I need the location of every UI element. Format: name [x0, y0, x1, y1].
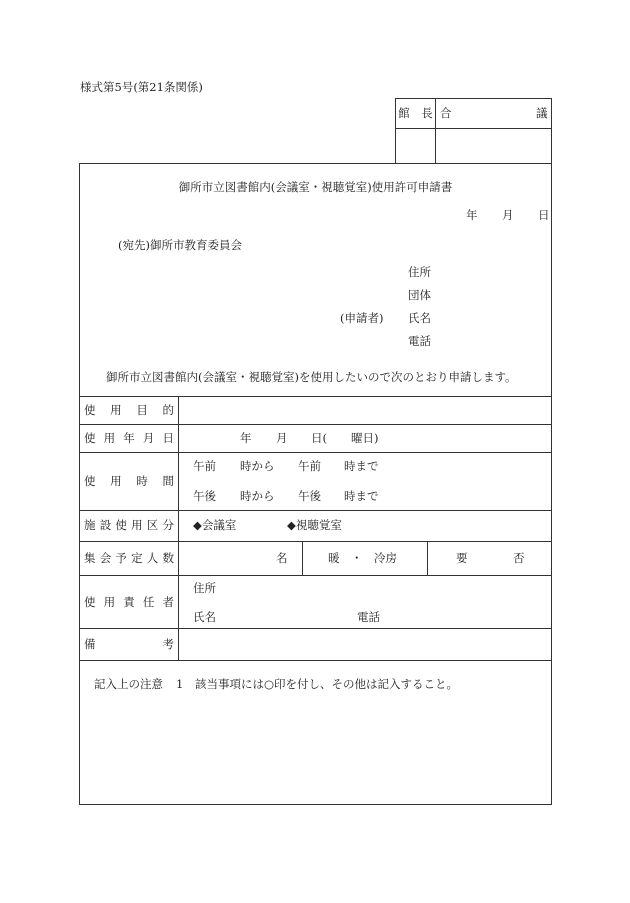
date-label-char: 使 [84, 431, 96, 445]
date-day: 日 [538, 208, 550, 222]
responsible-phone: 電話 [357, 610, 380, 624]
use-day: 日( [311, 431, 327, 445]
responsible-label-char: 者 [162, 595, 174, 609]
facility-label-char: 使 [115, 518, 127, 532]
responsible-address: 住所 [193, 581, 216, 595]
date-label-char: 用 [103, 431, 116, 445]
remarks-label [84, 637, 174, 651]
facility-label [84, 518, 174, 532]
attendance-label-char: 人 [146, 551, 159, 565]
responsible-label-char: 任 [142, 595, 155, 609]
attendance-label-char: 予 [115, 551, 127, 565]
hvac-label: 暖 ・ 冷房 [328, 551, 397, 565]
am-start: 午前 [193, 459, 216, 473]
applicant-address: 住所 [408, 265, 431, 279]
responsible-label-char: 責 [123, 595, 135, 609]
responsible-name: 氏名 [193, 610, 216, 624]
remarks-label-char: 考 [162, 637, 174, 651]
time-label-char: 時 [136, 474, 148, 488]
note-text: 該当事項には○印を付し、その他は記入すること。 [195, 677, 459, 691]
responsible-label-char: 用 [103, 595, 116, 609]
attendance-label [84, 551, 174, 565]
request-sentence: 御所市立図書館内(会議室・視聴覚室)を使用したいので次のとおり申請します。 [106, 370, 517, 384]
pm-start: 午後 [193, 489, 216, 503]
facility-label-char: 施 [84, 518, 96, 532]
am-end: 午前 [298, 459, 321, 473]
facility-label-char: 分 [162, 518, 174, 532]
time-label [84, 474, 174, 488]
responsible-label [84, 595, 174, 609]
time-label-char: 使 [84, 474, 96, 488]
remarks-label-char: 備 [84, 637, 96, 651]
attendance-label-char: 会 [99, 551, 112, 565]
am-from: 時から [240, 459, 275, 473]
notes-heading: 記入上の注意 [94, 677, 163, 691]
note-number: 1 [176, 677, 184, 691]
purpose-label-char: 用 [110, 403, 122, 417]
applicant-phone: 電話 [408, 334, 431, 348]
purpose-label [84, 403, 174, 417]
time-label-char: 用 [110, 474, 122, 488]
hvac-not-need: 否 [513, 551, 525, 565]
facility-label-char: 設 [99, 518, 112, 532]
responsible-label-char: 使 [84, 595, 96, 609]
facility-option-av-room: ◆視聴覚室 [287, 518, 342, 532]
date-year: 年 [466, 208, 478, 222]
addressee: (宛先)御所市教育委員会 [118, 238, 242, 252]
date-label-char: 月 [142, 431, 155, 445]
facility-label-char: 区 [146, 518, 159, 532]
form-title: 御所市立図書館内(会議室・視聴覚室)使用許可申請書 [178, 180, 453, 194]
applicant-group: 団体 [408, 288, 431, 302]
form-number: 様式第5号(第21条関係) [80, 80, 203, 94]
use-month: 月 [276, 431, 288, 445]
date-label [84, 431, 174, 445]
date-label-char: 年 [123, 431, 135, 445]
facility-label-char: 用 [131, 518, 143, 532]
attendance-unit: 名 [276, 551, 288, 565]
head-label: 館 長 [398, 106, 433, 120]
purpose-label-char: 的 [162, 403, 174, 417]
applicant-name: 氏名 [408, 311, 431, 325]
time-label-char: 間 [162, 474, 174, 488]
attendance-label-char: 集 [84, 551, 96, 565]
use-weekday: 曜日) [351, 431, 379, 445]
am-until: 時まで [344, 459, 379, 473]
pm-until: 時まで [344, 489, 379, 503]
date-month: 月 [502, 208, 514, 222]
applicant-label: (申請者) [340, 311, 384, 325]
hvac-need: 要 [456, 551, 468, 565]
purpose-label-char: 目 [136, 403, 148, 417]
attendance-label-char: 数 [162, 551, 174, 565]
purpose-label-char: 使 [84, 403, 96, 417]
agree-label-right: 議 [536, 106, 548, 120]
facility-option-meeting-room: ◆会議室 [193, 518, 237, 532]
attendance-label-char: 定 [131, 551, 143, 565]
agree-label: 合 [440, 106, 452, 120]
pm-from: 時から [240, 489, 275, 503]
pm-end: 午後 [298, 489, 321, 503]
use-year: 年 [240, 431, 252, 445]
date-label-char: 日 [162, 431, 174, 445]
